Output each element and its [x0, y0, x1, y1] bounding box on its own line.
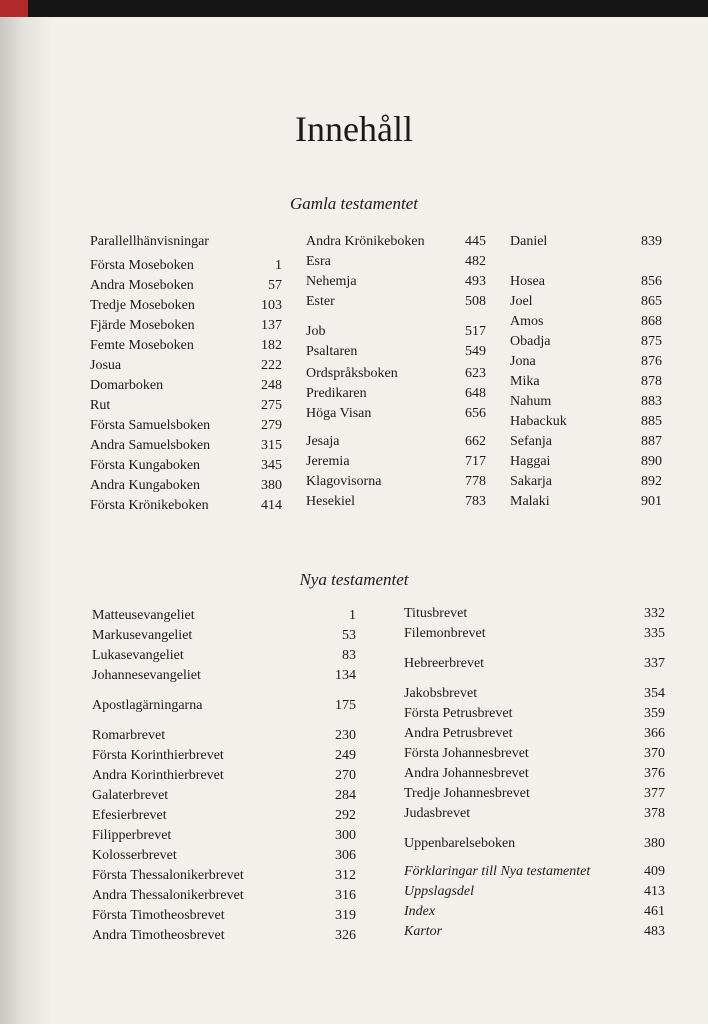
toc-entry-title: Rut: [90, 398, 111, 413]
toc-entry-page-number: 445: [465, 234, 486, 249]
toc-entry-title: Obadja: [510, 334, 551, 349]
toc-entry-title: Apostlagärningarna: [92, 698, 203, 713]
toc-entry-title: Josua: [90, 358, 122, 373]
toc-entry-title: Joel: [510, 294, 533, 309]
toc-entry: [90, 338, 282, 354]
toc-entry-page-number: 57: [268, 278, 282, 293]
toc-entry: [510, 454, 662, 470]
toc-entry-page-number: 366: [644, 726, 665, 741]
toc-entry-title: Esra: [306, 254, 331, 269]
toc-entry: [404, 786, 665, 802]
toc-entry-title: Mika: [510, 374, 540, 389]
toc-entry-page-number: 249: [335, 748, 356, 763]
toc-entry: [92, 928, 356, 944]
toc-entry: [306, 406, 486, 422]
toc-entry: [306, 474, 486, 490]
toc-entry: [92, 668, 356, 684]
toc-entry: [90, 498, 282, 514]
toc-entry-page-number: 230: [335, 728, 356, 743]
toc-entry-page-number: 376: [644, 766, 665, 781]
toc-entry: [404, 656, 665, 672]
toc-entry: [92, 848, 356, 864]
toc-entry-page-number: 493: [465, 274, 486, 289]
toc-entry: [404, 726, 665, 742]
toc-entry-page-number: 332: [644, 606, 665, 621]
toc-entry-title: Andra Kungaboken: [90, 478, 201, 493]
toc-entry: [510, 234, 662, 250]
toc-entry-page-number: 856: [641, 274, 662, 289]
toc-entry: [306, 294, 486, 310]
toc-entry: [404, 706, 665, 722]
toc-entry-title: Kartor: [404, 924, 443, 939]
toc-entry: [92, 888, 356, 904]
toc-entry-title: Kolosserbrevet: [92, 848, 177, 863]
toc-entry: [404, 746, 665, 762]
toc-entry-title: Sefanja: [510, 434, 552, 449]
toc-entry: [92, 698, 356, 714]
toc-entry: [306, 434, 486, 450]
toc-entry-page-number: 315: [261, 438, 282, 453]
toc-entry-title: Nehemja: [306, 274, 357, 289]
toc-entry-title: Andra Petrusbrevet: [404, 726, 513, 741]
toc-entry: [404, 806, 665, 822]
toc-entry-title: Andra Timotheosbrevet: [92, 928, 225, 943]
toc-entry-page-number: 409: [644, 864, 665, 879]
toc-entry-page-number: 222: [261, 358, 282, 373]
toc-entry-page-number: 878: [641, 374, 662, 389]
toc-entry-title: Malaki: [510, 494, 550, 509]
section-title-old-testament: Gamla testamentet: [290, 194, 418, 213]
toc-entry-title: Johannesevangeliet: [92, 668, 201, 683]
toc-entry: [92, 808, 356, 824]
toc-entry: [510, 474, 662, 490]
toc-entry-page-number: 326: [335, 928, 356, 943]
toc-entry-title: Första Petrusbrevet: [404, 706, 513, 721]
section-title-new-testament: Nya testamentet: [299, 570, 409, 589]
toc-entry-page-number: 656: [465, 406, 486, 421]
top-edge-bar: [0, 0, 708, 17]
toc-entry: [306, 274, 486, 290]
toc-entry-page-number: 883: [641, 394, 662, 409]
toc-entry-page-number: 508: [465, 294, 486, 309]
toc-entry: [510, 374, 662, 390]
toc-entry-title: Andra Johannesbrevet: [404, 766, 529, 781]
toc-entry-page-number: 839: [641, 234, 662, 249]
toc-entry: [92, 608, 356, 624]
toc-entry-page-number: 890: [641, 454, 662, 469]
toc-entry-page-number: 378: [644, 806, 665, 821]
toc-entry-page-number: 103: [261, 298, 282, 313]
toc-entry: [306, 234, 486, 250]
toc-entry: [92, 908, 356, 924]
toc-entry: [90, 398, 282, 414]
toc-entry-title: Första Timotheosbrevet: [92, 908, 225, 923]
toc-entry-title: Filemonbrevet: [404, 626, 486, 641]
toc-entry-title: Tredje Johannesbrevet: [404, 786, 530, 801]
toc-entry-page-number: 876: [641, 354, 662, 369]
toc-entry-page-number: 623: [465, 366, 486, 381]
toc-entry: [510, 354, 662, 370]
toc-entry-page-number: 483: [644, 924, 665, 939]
toc-entry: [404, 686, 665, 702]
toc-entry: [92, 828, 356, 844]
toc-entry-title: Uppslagsdel: [404, 884, 474, 899]
toc-entry-page-number: 783: [465, 494, 486, 509]
toc-entry-title: Första Moseboken: [90, 258, 194, 273]
toc-entry: [90, 298, 282, 314]
toc-entry-page-number: 1: [275, 258, 282, 273]
toc-entry-page-number: 875: [641, 334, 662, 349]
toc-entry-title: Efesierbrevet: [92, 808, 167, 823]
toc-entry-title: Job: [306, 324, 326, 339]
toc-entry: [510, 394, 662, 410]
toc-entry-title: Höga Visan: [306, 406, 372, 421]
toc-entry-page-number: 137: [261, 318, 282, 333]
toc-entry-title: Första Krönikeboken: [90, 498, 209, 513]
toc-entry-page-number: 316: [335, 888, 356, 903]
toc-entry: [510, 294, 662, 310]
toc-entry-title: Fjärde Moseboken: [90, 318, 195, 333]
toc-entry-page-number: 1: [349, 608, 356, 623]
toc-entry-page-number: 885: [641, 414, 662, 429]
toc-entry-page-number: 300: [335, 828, 356, 843]
toc-entry-page-number: 461: [644, 904, 665, 919]
toc-entry-page-number: 377: [644, 786, 665, 801]
toc-entry-page-number: 380: [644, 836, 665, 851]
toc-entry-page-number: 549: [465, 344, 486, 359]
toc-entry: [90, 378, 282, 394]
toc-entry-title: Andra Thessalonikerbrevet: [92, 888, 244, 903]
toc-entry-title: Habackuk: [510, 414, 567, 429]
top-edge-red-mark: [0, 0, 28, 17]
toc-entry: [92, 728, 356, 744]
toc-entry-title: Andra Samuelsboken: [90, 438, 211, 453]
page-title: Innehåll: [295, 109, 413, 149]
toc-entry-title: Sakarja: [510, 474, 552, 489]
toc-entry-title: Matteusevangeliet: [92, 608, 195, 623]
toc-entry-title: Jona: [510, 354, 536, 369]
toc-entry-page-number: 345: [261, 458, 282, 473]
toc-entry-page-number: 275: [261, 398, 282, 413]
toc-entry-title: Klagovisorna: [306, 474, 382, 489]
toc-entry-page-number: 778: [465, 474, 486, 489]
toc-entry: [306, 454, 486, 470]
toc-entry: [306, 366, 486, 382]
toc-entry-page-number: 292: [335, 808, 356, 823]
toc-entry: [510, 434, 662, 450]
toc-entry: [404, 904, 665, 920]
toc-entry: [90, 418, 282, 434]
toc-entry-page-number: 413: [644, 884, 665, 899]
toc-entry-title: Första Korinthierbrevet: [92, 748, 224, 763]
toc-entry-title: Amos: [510, 314, 544, 329]
toc-entry: [510, 274, 662, 290]
toc-entry: [306, 344, 486, 360]
toc-entry: [90, 234, 282, 250]
toc-entry-title: Domarboken: [90, 378, 164, 393]
toc-entry-title: Första Samuelsboken: [90, 418, 211, 433]
toc-entry: [510, 414, 662, 430]
toc-entry-page-number: 319: [335, 908, 356, 923]
toc-entry-page-number: 83: [342, 648, 356, 663]
toc-entry-title: Filipperbrevet: [92, 828, 172, 843]
toc-entry: [92, 868, 356, 884]
toc-entry: [404, 924, 665, 940]
toc-entry-title: Romarbrevet: [92, 728, 166, 743]
toc-entry-title: Hebreerbrevet: [404, 656, 485, 671]
toc-entry-title: Femte Moseboken: [90, 338, 194, 353]
toc-entry: [404, 864, 665, 880]
toc-entry-title: Markusevangeliet: [92, 628, 193, 643]
toc-entry-page-number: 648: [465, 386, 486, 401]
toc-entry-page-number: 354: [644, 686, 665, 701]
toc-entry-page-number: 248: [261, 378, 282, 393]
toc-entry-title: Jakobsbrevet: [404, 686, 478, 701]
toc-entry-page-number: 284: [335, 788, 356, 803]
toc-entry-page-number: 865: [641, 294, 662, 309]
toc-entry-title: Titusbrevet: [404, 606, 468, 621]
toc-entry: [404, 766, 665, 782]
toc-entry: [90, 478, 282, 494]
toc-entry: [90, 278, 282, 294]
toc-entry-page-number: 134: [335, 668, 356, 683]
toc-entry-title: Jeremia: [306, 454, 350, 469]
toc-entry-title: Parallellhänvisningar: [90, 234, 209, 249]
toc-entry-title: Andra Moseboken: [90, 278, 194, 293]
toc-entry-title: Första Thessalonikerbrevet: [92, 868, 244, 883]
toc-entry: [92, 748, 356, 764]
toc-entry: [404, 626, 665, 642]
toc-entry-title: Hosea: [510, 274, 545, 289]
toc-entry-title: Första Johannesbrevet: [404, 746, 529, 761]
toc-entry-page-number: 517: [465, 324, 486, 339]
toc-entry-title: Ester: [306, 294, 335, 309]
toc-entry-page-number: 175: [335, 698, 356, 713]
toc-entry: [90, 458, 282, 474]
toc-entry-page-number: 337: [644, 656, 665, 671]
toc-entry-title: Nahum: [510, 394, 552, 409]
toc-entry-page-number: 306: [335, 848, 356, 863]
toc-entry-title: Predikaren: [306, 386, 367, 401]
toc-entry: [92, 768, 356, 784]
toc-entry: [510, 334, 662, 350]
toc-entry: [90, 258, 282, 274]
toc-entry-page-number: 279: [261, 418, 282, 433]
toc-entry: [510, 314, 662, 330]
toc-entry-title: Daniel: [510, 234, 548, 249]
toc-entry-page-number: 380: [261, 478, 282, 493]
toc-entry: [306, 254, 486, 270]
toc-entry-title: Galaterbrevet: [92, 788, 169, 803]
toc-entry-title: Förklaringar till Nya testamentet: [404, 864, 591, 879]
toc-entry: [404, 606, 665, 622]
toc-entry-title: Tredje Moseboken: [90, 298, 195, 313]
toc-entry: [92, 648, 356, 664]
toc-entry-page-number: 892: [641, 474, 662, 489]
toc-entry: [404, 836, 665, 852]
toc-entry-title: Haggai: [510, 454, 551, 469]
toc-entry: [90, 358, 282, 374]
toc-entry: [306, 324, 486, 340]
toc-entry-title: Andra Korinthierbrevet: [92, 768, 224, 783]
toc-entry: [92, 628, 356, 644]
toc-entry-title: Uppenbarelseboken: [404, 836, 516, 851]
toc-entry-page-number: 414: [261, 498, 282, 513]
toc-entry: [92, 788, 356, 804]
toc-entry-page-number: 901: [641, 494, 662, 509]
toc-entry-title: Andra Krönikeboken: [306, 234, 425, 249]
toc-entry: [90, 318, 282, 334]
toc-entry-page-number: 482: [465, 254, 486, 269]
toc-entry: [90, 438, 282, 454]
toc-entry-page-number: 182: [261, 338, 282, 353]
toc-entry-page-number: 53: [342, 628, 356, 643]
toc-entry-page-number: 312: [335, 868, 356, 883]
toc-entry: [510, 494, 662, 510]
toc-entry-title: Index: [404, 904, 436, 919]
toc-entry: [404, 884, 665, 900]
toc-entry-title: Hesekiel: [306, 494, 355, 509]
toc-entry-page-number: 335: [644, 626, 665, 641]
toc-entry-title: Judasbrevet: [404, 806, 471, 821]
toc-entry-title: Ordspråksboken: [306, 366, 398, 381]
toc-entry: [306, 386, 486, 402]
toc-entry-title: Jesaja: [306, 434, 340, 449]
toc-entry-page-number: 662: [465, 434, 486, 449]
toc-entry-title: Första Kungaboken: [90, 458, 201, 473]
toc-entry-page-number: 359: [644, 706, 665, 721]
toc-entry-page-number: 270: [335, 768, 356, 783]
toc-entry-page-number: 717: [465, 454, 486, 469]
book-spine-shadow: [0, 17, 52, 1024]
toc-entry-page-number: 868: [641, 314, 662, 329]
toc-entry-page-number: 370: [644, 746, 665, 761]
toc-entry: [306, 494, 486, 510]
toc-entry-page-number: 887: [641, 434, 662, 449]
toc-entry-title: Lukasevangeliet: [92, 648, 184, 663]
toc-entry-title: Psaltaren: [306, 344, 358, 359]
